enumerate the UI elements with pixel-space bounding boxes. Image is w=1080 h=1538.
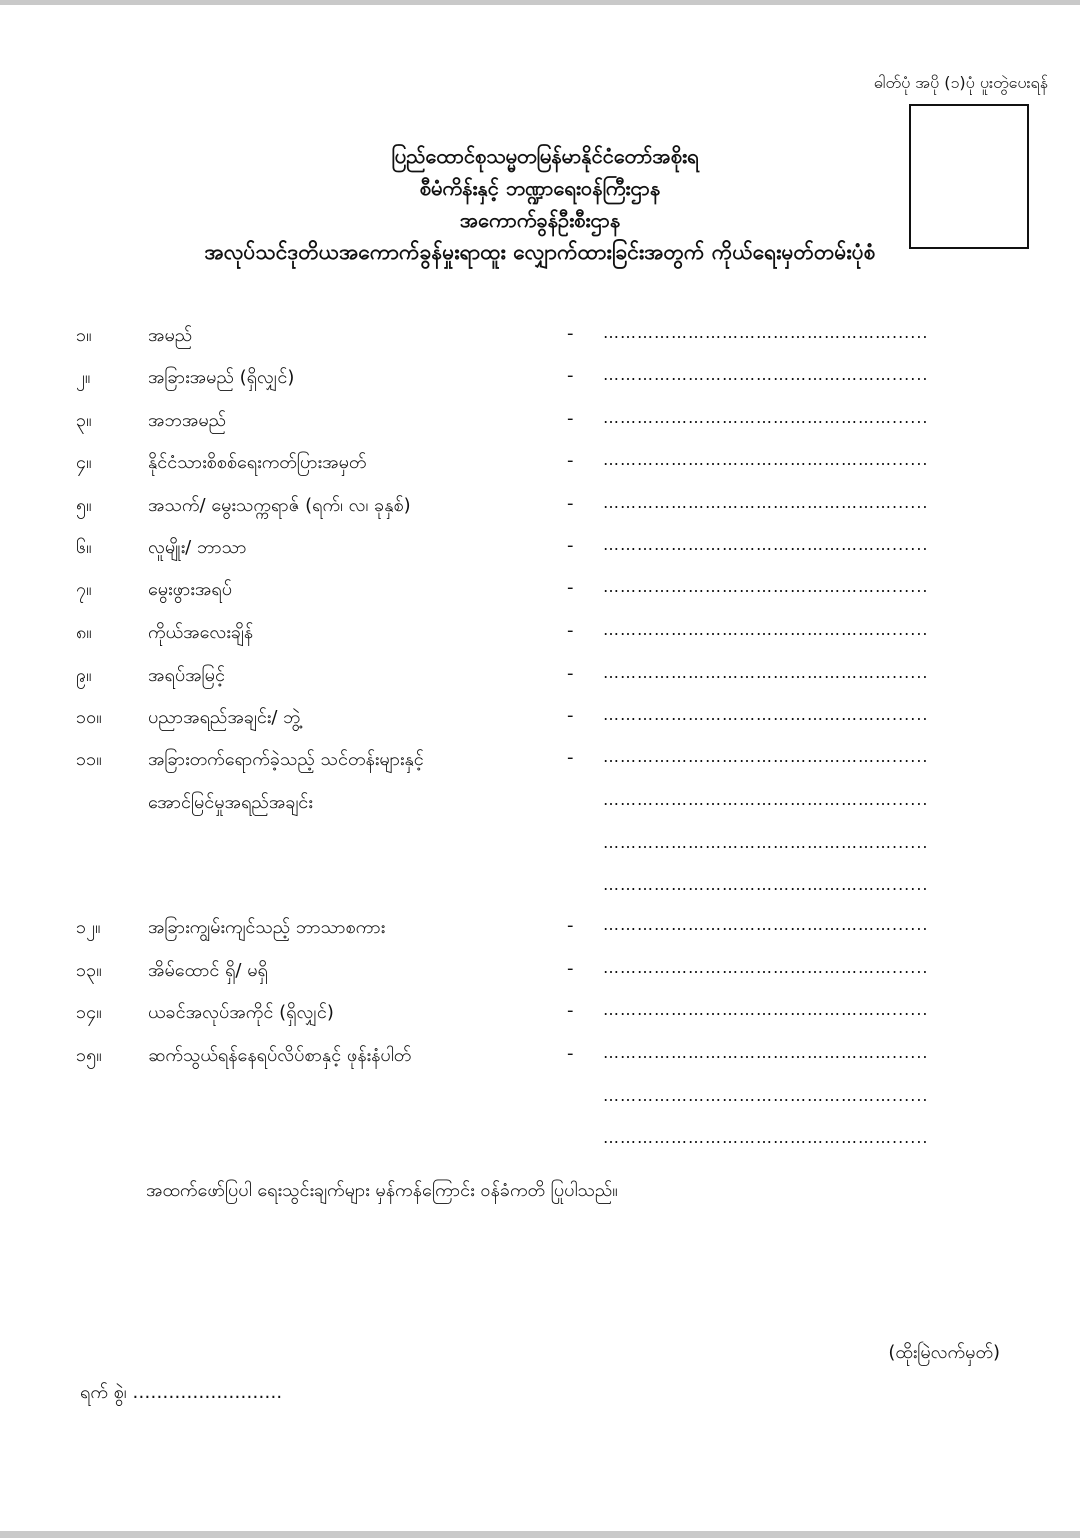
form-row bbox=[0, 400, 1080, 442]
field-fill-line[interactable]: ……………………………………………...... bbox=[603, 958, 929, 977]
field-fill-line[interactable]: ……………………………………………...... bbox=[603, 323, 929, 342]
field-label: ပညာအရည်အချင်း/ ဘွဲ့ bbox=[148, 707, 301, 728]
field-number: ၁၅။ bbox=[76, 1045, 102, 1066]
field-fill-line[interactable]: ……………………………………………...... bbox=[603, 535, 929, 554]
field-fill-line[interactable]: ……………………………………………...... bbox=[603, 1000, 929, 1019]
form-title: အလုပ်သင်ဒုတိယအကောက်ခွန်မှုးရာထူး လျှောက်ထားခြင်းအတွက် ကိုယ်ရေးမှတ်တမ်းပုံစံ bbox=[204, 240, 876, 264]
form-row bbox=[0, 1078, 1080, 1120]
field-fill-line[interactable]: ……………………………………………...... bbox=[603, 408, 929, 427]
field-number: ၁၃။ bbox=[76, 960, 102, 981]
field-dash: - bbox=[567, 450, 574, 471]
top-edge bbox=[0, 0, 1080, 5]
thumbprint-label: (ထိုးမြဲလက်မှတ်) bbox=[888, 1342, 1000, 1363]
form-row bbox=[0, 442, 1080, 484]
form-row bbox=[0, 569, 1080, 611]
form-header bbox=[0, 140, 1080, 268]
field-label: နိုင်ငံသားစိစစ်ရေးကတ်ပြားအမှတ် bbox=[148, 452, 367, 473]
field-dash: - bbox=[567, 915, 574, 936]
field-fill-line[interactable]: ……………………………………………...... bbox=[603, 705, 929, 724]
field-label: အောင်မြင်မှုအရည်အချင်း bbox=[148, 792, 313, 813]
field-dash: - bbox=[567, 958, 574, 979]
field-fill-line[interactable]: ……………………………………………...... bbox=[603, 663, 929, 682]
field-label: အသက်/ မွေးသက္ကရာဇ် (ရက်၊ လ၊ ခုနှစ်) bbox=[148, 495, 411, 516]
field-dash: - bbox=[567, 1043, 574, 1064]
field-number: ၅။ bbox=[76, 495, 92, 516]
field-fill-line[interactable]: ……………………………………………...... bbox=[603, 365, 929, 384]
field-dash: - bbox=[567, 620, 574, 641]
field-label: အခြားကျွမ်းကျင်သည့် ဘာသာစကား bbox=[148, 917, 386, 938]
form-row bbox=[0, 485, 1080, 527]
field-number: ၁၂။ bbox=[76, 917, 101, 938]
field-fill-line[interactable]: ……………………………………………...... bbox=[603, 450, 929, 469]
date-line: ရက် စွဲ၊ ……………………. bbox=[80, 1382, 283, 1403]
field-label: မွေးဖွားအရပ် bbox=[148, 579, 233, 600]
form-row bbox=[0, 825, 1080, 867]
field-dash: - bbox=[567, 535, 574, 556]
field-fill-line[interactable]: ……………………………………………...... bbox=[603, 577, 929, 596]
field-fill-line[interactable]: ……………………………………………...... bbox=[603, 790, 929, 809]
field-dash: - bbox=[567, 408, 574, 429]
bottom-edge bbox=[0, 1531, 1080, 1538]
field-number: ၁၄။ bbox=[76, 1002, 102, 1023]
header-government: ပြည်ထောင်စုသမ္မတမြန်မာနိုင်ငံတော်အစိုးရ bbox=[391, 144, 699, 168]
field-dash: - bbox=[567, 663, 574, 684]
field-label: အရပ်အမြင့် bbox=[148, 665, 225, 686]
field-number: ၁။ bbox=[76, 325, 92, 346]
field-number: ၆။ bbox=[76, 537, 92, 558]
field-fill-line[interactable]: ……………………………………………...... bbox=[603, 493, 929, 512]
form-row bbox=[0, 739, 1080, 781]
field-number: ၇။ bbox=[76, 579, 92, 600]
field-label: အမည် bbox=[148, 325, 193, 346]
field-number: ၂။ bbox=[76, 367, 91, 388]
form-row bbox=[0, 950, 1080, 992]
field-label: အိမ်ထောင် ရှိ/ မရှိ bbox=[148, 960, 268, 981]
field-fill-line[interactable]: ……………………………………………...... bbox=[603, 620, 929, 639]
form-row bbox=[0, 527, 1080, 569]
field-fill-line[interactable]: ……………………………………………...... bbox=[603, 1128, 929, 1147]
form-row bbox=[0, 315, 1080, 357]
field-number: ၈။ bbox=[76, 622, 92, 643]
field-label: အခြားအမည် (ရှိလျှင်) bbox=[148, 367, 295, 388]
header-ministry: စီမံကိန်းနှင့် ဘဏ္ဍာရေးဝန်ကြီးဌာန bbox=[419, 176, 661, 200]
form-row bbox=[0, 867, 1080, 909]
field-fill-line[interactable]: ……………………………………………...... bbox=[603, 1086, 929, 1105]
field-dash: - bbox=[567, 323, 574, 344]
field-fill-line[interactable]: ……………………………………………...... bbox=[603, 747, 929, 766]
form-row bbox=[0, 782, 1080, 824]
field-dash: - bbox=[567, 493, 574, 514]
form-row bbox=[0, 992, 1080, 1034]
field-dash: - bbox=[567, 705, 574, 726]
field-number: ၉။ bbox=[76, 665, 92, 686]
form-row bbox=[0, 1035, 1080, 1077]
header-department: အကောက်ခွန်ဦးစီးဌာန bbox=[459, 208, 621, 232]
field-label: အခြားတက်ရောက်ခဲ့သည့် သင်တန်းများနှင့် bbox=[148, 749, 424, 770]
field-number: ၁၀။ bbox=[76, 707, 102, 728]
form-row bbox=[0, 357, 1080, 399]
field-fill-line[interactable]: ……………………………………………...... bbox=[603, 875, 929, 894]
declaration: အထက်ဖော်ပြပါ ရေးသွင်းချက်များ မှန်ကန်ကြောင်း ဝန်ခံကတိ ပြုပါသည်။ bbox=[146, 1180, 618, 1201]
field-label: ဆက်သွယ်ရန်နေရပ်လိပ်စာနှင့် ဖုန်းနံပါတ် bbox=[148, 1045, 412, 1066]
photo-note: ဓါတ်ပုံ အပို (၁)ပုံ ပူးတွဲပေးရန် bbox=[873, 73, 1048, 92]
field-dash: - bbox=[567, 747, 574, 768]
field-dash: - bbox=[567, 365, 574, 386]
field-fill-line[interactable]: ……………………………………………...... bbox=[603, 1043, 929, 1062]
field-label: အဘအမည် bbox=[148, 410, 227, 431]
field-label: ယခင်အလုပ်အကိုင် (ရှိလျှင်) bbox=[148, 1002, 334, 1023]
field-fill-line[interactable]: ……………………………………………...... bbox=[603, 915, 929, 934]
field-dash: - bbox=[567, 577, 574, 598]
field-label: ကိုယ်အလေးချိန် bbox=[148, 622, 254, 643]
field-number: ၄။ bbox=[76, 452, 92, 473]
field-number: ၁၁။ bbox=[76, 749, 102, 770]
field-number: ၃။ bbox=[76, 410, 92, 431]
form-row bbox=[0, 612, 1080, 654]
field-label: လူမျိုး/ ဘာသာ bbox=[148, 537, 247, 558]
form-row bbox=[0, 697, 1080, 739]
form-row bbox=[0, 655, 1080, 697]
form-row bbox=[0, 1120, 1080, 1162]
form-row bbox=[0, 907, 1080, 949]
field-dash: - bbox=[567, 1000, 574, 1021]
field-fill-line[interactable]: ……………………………………………...... bbox=[603, 833, 929, 852]
